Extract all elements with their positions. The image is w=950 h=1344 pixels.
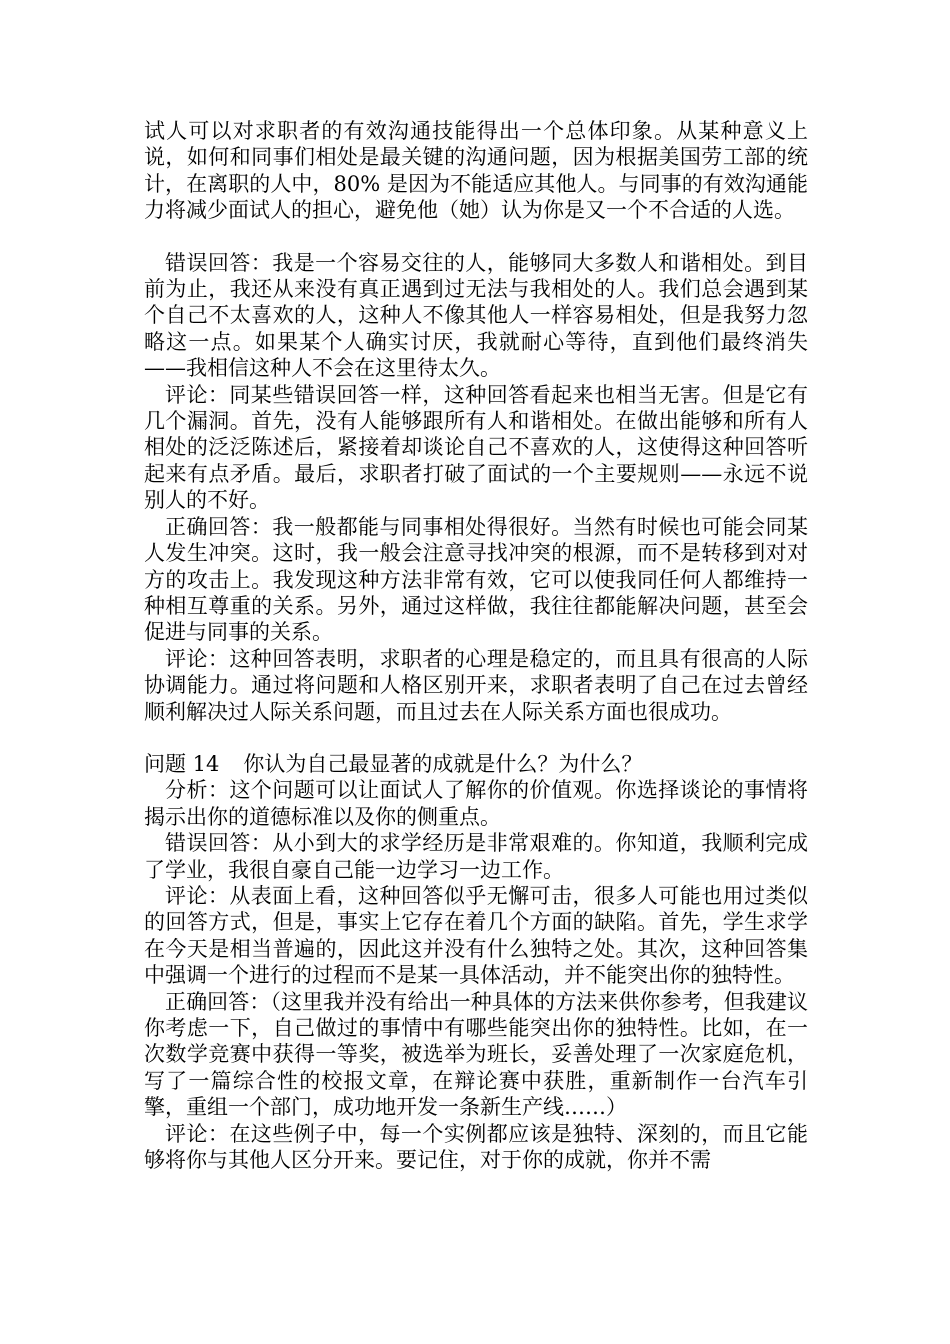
document-page [144, 118, 808, 1173]
q13-wrong-answer: 错误回答：我是一个容易交往的人，能够同大多数人和谐相处。到目前为止，我还从来没有真正遇到过无法与我相处的人。我们总会遇到某个自己不太喜欢的人，这种人不像其他人一样容易相处，但是我努力忽略这一点。如果某个人确实讨厌，我就耐心等待，直到他们最终消失——我相信这种人不会在这里待太久。 [144, 250, 808, 381]
q13-wrong-comment: 评论：同某些错误回答一样，这种回答看起来也相当无害。但是它有几个漏洞。首先，没有人能够跟所有人和谐相处。在做出能够和所有人相处的泛泛陈述后，紧接着却谈论自己不喜欢的人，这使得这种回答听起来有点矛盾。最后，求职者打破了面试的一个主要规则——永远不说别人的不好。 [144, 382, 808, 513]
q14-wrong-comment: 评论：从表面上看，这种回答似乎无懈可击，很多人可能也用过类似的回答方式，但是，事实上它存在着几个方面的缺陷。首先，学生求学在今天是相当普遍的，因此这并没有什么独特之处。其次，这种回答集中强调一个进行的过程而不是某一具体活动，并不能突出你的独特性。 [144, 883, 808, 988]
paragraph-gap [144, 725, 808, 751]
q14-number: 问题 14 [144, 751, 220, 776]
q14-right-comment: 评论：在这些例子中，每一个实例都应该是独特、深刻的，而且它能够将你与其他人区分开来。要记住，对于你的成就，你并不需 [144, 1121, 808, 1173]
intro-paragraph: 试人可以对求职者的有效沟通技能得出一个总体印象。从某种意义上说，如何和同事们相处是最关键的沟通问题，因为根据美国劳工部的统计，在离职的人中，80% 是因为不能适应其他人。与同事的有效沟通能力将减少面试人的担心，避免他（她）认为你是又一个不合适的人选。 [144, 119, 808, 223]
q14-wrong-answer: 错误回答：从小到大的求学经历是非常艰难的。你知道，我顺利完成了学业，我很自豪自己能一边学习一边工作。 [144, 831, 808, 882]
q14-analysis: 分析：这个问题可以让面试人了解你的价值观。你选择谈论的事情将揭示出你的道德标准以及你的侧重点。 [144, 778, 808, 829]
q14-question: 你认为自己最显著的成就是什么？为什么？ [243, 751, 643, 776]
q14-heading [144, 751, 808, 777]
q13-right-comment: 评论：这种回答表明，求职者的心理是稳定的，而且具有很高的人际协调能力。通过将问题和人格区别开来，求职者表明了自己在过去曾经顺利解决过人际关系问题，而且过去在人际关系方面也很成功。 [144, 646, 808, 724]
q14-right-answer: 正确回答：（这里我并没有给出一种具体的方法来供你参考，但我建议你考虑一下，自己做过的事情中有哪些能突出你的独特性。比如，在一次数学竞赛中获得一等奖，被选举为班长，妥善处理了一次家庭危机，写了一篇综合性的校报文章，在辩论赛中获胜，重新制作一台汽车引擎，重组一个部门，成功地开发一条新生产线……） [144, 989, 808, 1120]
q13-right-answer: 正确回答：我一般都能与同事相处得很好。当然有时候也可能会同某人发生冲突。这时，我一般会注意寻找冲突的根源，而不是转移到对对方的攻击上。我发现这种方法非常有效，它可以使我同任何人都维持一种相互尊重的关系。另外，通过这样做，我往往都能解决问题，甚至会促进与同事的关系。 [144, 514, 808, 645]
paragraph-gap [144, 224, 808, 250]
